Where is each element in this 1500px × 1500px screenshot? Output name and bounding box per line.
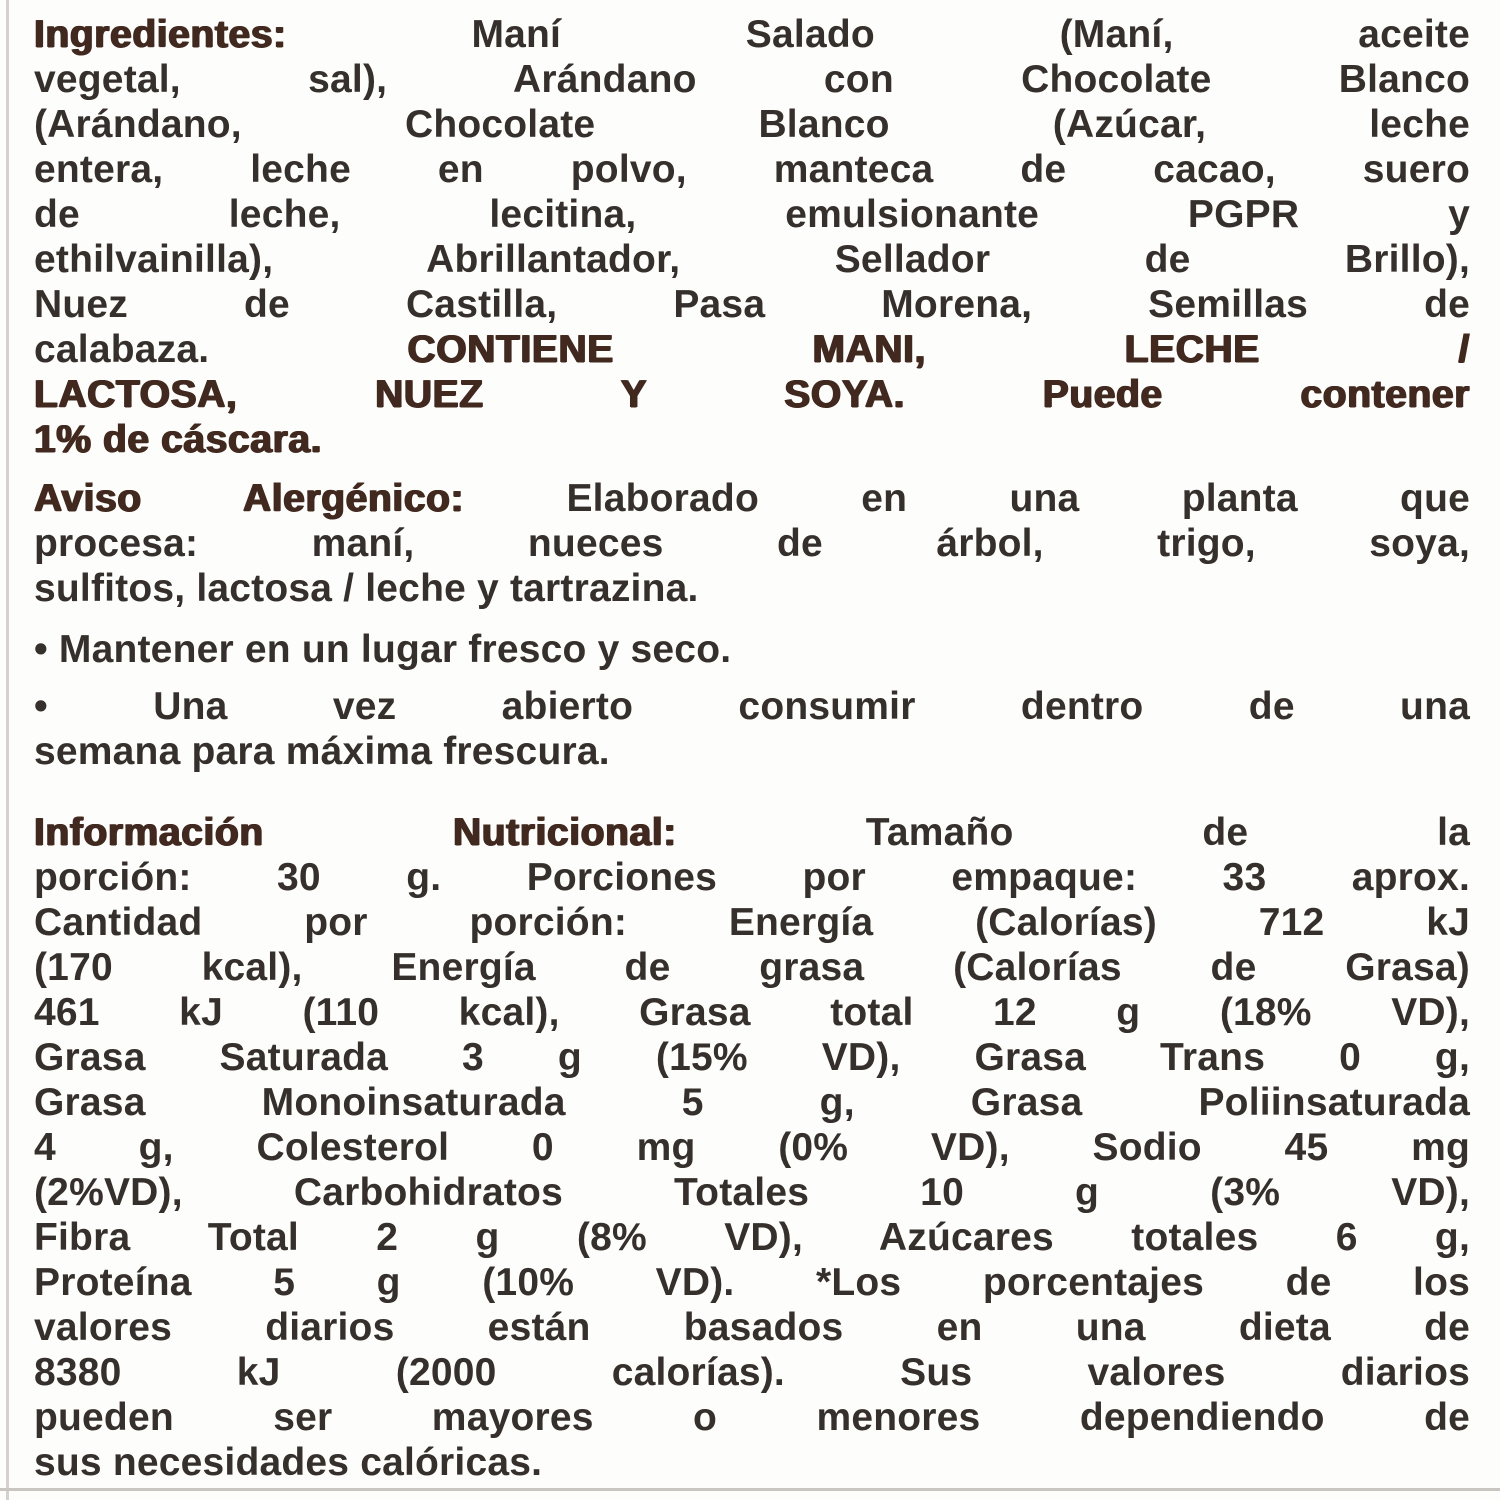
text-line bbox=[34, 147, 1470, 192]
body-text: de leche, lecitina, emulsionante PGPR y bbox=[34, 193, 1470, 236]
body-text: 4 g, Colesterol 0 mg (0% VD), Sodio 45 mg bbox=[34, 1126, 1470, 1169]
text-line bbox=[34, 192, 1470, 237]
body-text: Maní Salado (Maní, aceite bbox=[471, 13, 1470, 56]
text-line bbox=[34, 566, 1470, 611]
body-text: Grasa Monoinsaturada 5 g, Grasa Poliinsaturada bbox=[34, 1081, 1470, 1124]
body-text: Proteína 5 g (10% VD). *Los porcentajes de los bbox=[34, 1261, 1470, 1304]
text-line bbox=[34, 102, 1470, 147]
text-line bbox=[34, 521, 1470, 566]
label-text bbox=[34, 12, 1470, 1485]
text-line bbox=[34, 855, 1470, 900]
text-line bbox=[34, 1440, 1470, 1485]
body-text: semana para máxima frescura. bbox=[34, 730, 610, 773]
heading-text: Aviso Alergénico: bbox=[34, 477, 465, 520]
text-line bbox=[34, 1215, 1470, 1260]
text-line bbox=[34, 1260, 1470, 1305]
text-line bbox=[34, 1350, 1470, 1395]
body-text: procesa: maní, nueces de árbol, trigo, soya, bbox=[34, 522, 1470, 565]
text-line bbox=[34, 1125, 1470, 1170]
text-line bbox=[34, 417, 1470, 462]
body-text: vegetal, sal), Arándano con Chocolate Blanco bbox=[34, 58, 1470, 101]
body-text: (170 kcal), Energía de grasa (Calorías de Grasa) bbox=[34, 946, 1470, 989]
text-line bbox=[34, 990, 1470, 1035]
text-line bbox=[34, 12, 1470, 57]
text-line bbox=[34, 627, 1470, 672]
body-text: • Una vez abierto consumir dentro de una bbox=[34, 685, 1470, 728]
body-text: sulfitos, lactosa / leche y tartrazina. bbox=[34, 567, 699, 610]
body-text: Fibra Total 2 g (8% VD), Azúcares totales 6 g, bbox=[34, 1216, 1470, 1259]
body-text: pueden ser mayores o menores dependiendo de bbox=[34, 1396, 1470, 1439]
text-line bbox=[34, 282, 1470, 327]
heading-text: Información Nutricional: bbox=[34, 811, 677, 854]
body-text: Tamaño de la bbox=[865, 811, 1470, 854]
body-text: porción: 30 g. Porciones por empaque: 33 aprox. bbox=[34, 856, 1470, 899]
body-text: 8380 kJ (2000 calorías). Sus valores diarios bbox=[34, 1351, 1470, 1394]
body-text: Cantidad por porción: Energía (Calorías) 712 kJ bbox=[34, 901, 1470, 944]
heading-text: 1% de cáscara. bbox=[34, 418, 323, 461]
heading-text: Ingredientes: bbox=[34, 13, 287, 56]
text-line bbox=[34, 684, 1470, 729]
ingredients-paragraph bbox=[34, 12, 1470, 462]
body-text: 461 kJ (110 kcal), Grasa total 12 g (18% VD), bbox=[34, 991, 1470, 1034]
allergen-paragraph bbox=[34, 476, 1470, 611]
body-text: Nuez de Castilla, Pasa Morena, Semillas de bbox=[34, 283, 1470, 326]
body-text: Grasa Saturada 3 g (15% VD), Grasa Trans 0 g, bbox=[34, 1036, 1470, 1079]
text-line bbox=[34, 237, 1470, 282]
body-text: • Mantener en un lugar fresco y seco. bbox=[34, 628, 732, 671]
body-text: sus necesidades calóricas. bbox=[34, 1441, 543, 1484]
text-line bbox=[34, 900, 1470, 945]
text-line bbox=[34, 1305, 1470, 1350]
heading-text: LACTOSA, NUEZ Y SOYA. Puede contener bbox=[34, 373, 1470, 416]
text-line bbox=[34, 1395, 1470, 1440]
body-text: calabaza. bbox=[34, 328, 210, 371]
storage2-paragraph bbox=[34, 684, 1470, 774]
text-line bbox=[34, 945, 1470, 990]
body-text: (Arándano, Chocolate Blanco (Azúcar, leche bbox=[34, 103, 1470, 146]
text-line bbox=[34, 729, 1470, 774]
body-text: (2%VD), Carbohidratos Totales 10 g (3% VD), bbox=[34, 1171, 1470, 1214]
body-text: entera, leche en polvo, manteca de cacao, suero bbox=[34, 148, 1470, 191]
label-edge-bottom bbox=[0, 1488, 1500, 1491]
body-text: ethilvainilla), Abrillantador, Sellador de Brillo), bbox=[34, 238, 1470, 281]
heading-text: CONTIENE MANI, LECHE / bbox=[407, 328, 1470, 371]
nutrition-paragraph bbox=[34, 810, 1470, 1485]
text-line bbox=[34, 1035, 1470, 1080]
text-line bbox=[34, 372, 1470, 417]
body-text: Elaborado en una planta que bbox=[566, 477, 1470, 520]
text-line bbox=[34, 57, 1470, 102]
text-line bbox=[34, 476, 1470, 521]
text-line bbox=[34, 1170, 1470, 1215]
storage1-paragraph bbox=[34, 627, 1470, 672]
text-line bbox=[34, 810, 1470, 855]
body-text: valores diarios están basados en una dieta de bbox=[34, 1306, 1470, 1349]
label-edge-left bbox=[6, 0, 9, 1500]
text-line bbox=[34, 1080, 1470, 1125]
text-line bbox=[34, 327, 1470, 372]
